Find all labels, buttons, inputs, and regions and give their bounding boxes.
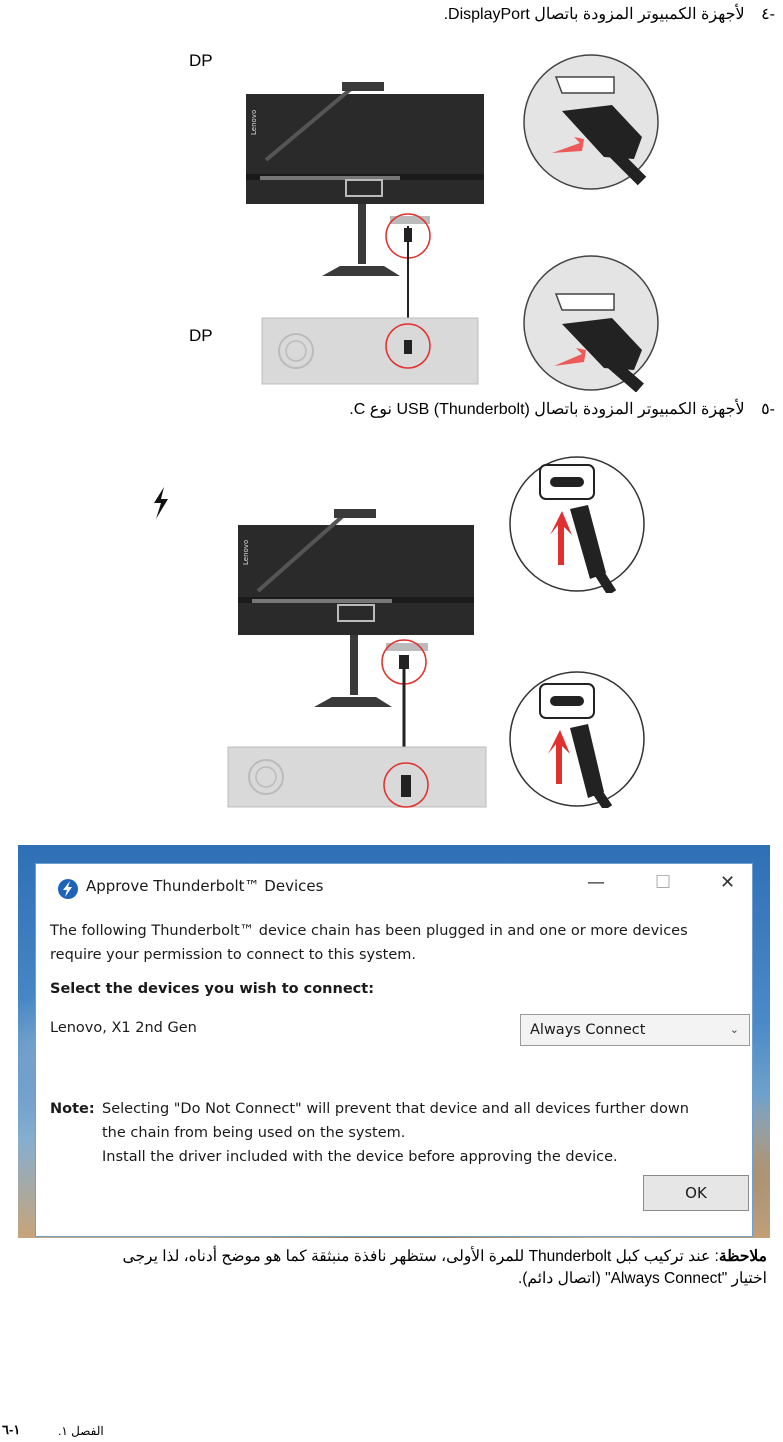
- maximize-button[interactable]: ☐: [655, 872, 672, 893]
- chevron-down-icon: ⌄: [729, 1023, 739, 1036]
- connection-select[interactable]: [520, 1014, 750, 1046]
- note-line-3: Install the driver included with the device before approving the device.: [102, 1149, 618, 1165]
- monitor-brand-text: Lenovo: [250, 109, 258, 135]
- page-number: ١-٦: [2, 1422, 21, 1437]
- computer-box: [262, 318, 478, 384]
- dialog-intro-line-2: require your permission to connect to this system.: [50, 947, 417, 963]
- thunderbolt-app-icon: [57, 878, 79, 900]
- close-button[interactable]: ✕: [720, 872, 736, 893]
- monitor-brand-text: Lenovo: [242, 539, 250, 565]
- note-label: Note:: [50, 1101, 95, 1117]
- step-4-number: -٤: [761, 6, 775, 23]
- computer-box: [228, 747, 486, 807]
- step-4-text: لأجهزة الكمبيوتر المزودة باتصال DisplayPort.: [443, 6, 745, 23]
- webcam: [334, 509, 376, 518]
- monitor-stand: [322, 266, 400, 276]
- dp-label-bottom: DP: [189, 326, 213, 345]
- thunderbolt-icon: [150, 485, 172, 521]
- note-line-1: Selecting "Do Not Connect" will prevent that device and all devices further down: [102, 1101, 689, 1117]
- approve-thunderbolt-dialog: [35, 863, 753, 1237]
- minimize-button[interactable]: —: [587, 872, 605, 893]
- monitor-stand: [314, 697, 392, 707]
- step-4-heading: [444, 4, 775, 24]
- step-5-heading: [349, 399, 775, 419]
- dialog-intro-line-1: The following Thunderbolt™ device chain has been plugged in and one or more devices: [50, 923, 688, 939]
- connection-select-value: Always Connect: [530, 1022, 646, 1038]
- note-paragraph: [12, 1246, 767, 1290]
- dp-label-top: DP: [189, 51, 213, 70]
- dp-connector-closeup-top: [522, 53, 660, 191]
- dialog-screenshot: [18, 845, 770, 1238]
- note-heading: ملاحظة: [718, 1248, 767, 1265]
- usbc-connector-closeup-top: [508, 455, 646, 593]
- monitor-dp-illustration: [230, 80, 500, 390]
- monitor-usbc-illustration: [226, 485, 496, 810]
- dp-connector-closeup-bottom: [522, 254, 660, 392]
- ok-button[interactable]: OK: [643, 1175, 749, 1211]
- device-name: Lenovo, X1 2nd Gen: [50, 1020, 197, 1036]
- step-5-text: لأجهزة الكمبيوتر المزودة باتصال USB (Thunderbolt) نوع C.: [349, 401, 745, 418]
- webcam: [342, 82, 384, 91]
- chapter-label: الفصل ١.: [58, 1424, 104, 1438]
- usbc-connector-closeup-bottom: [508, 670, 646, 808]
- note-text-line-2: اختيار "Always Connect" (اتصال دائم).: [517, 1270, 767, 1287]
- dialog-title: Approve Thunderbolt™ Devices: [86, 877, 324, 895]
- note-text-line-1: : عند تركيب كبل Thunderbolt للمرة الأولى، ستظهر نافذة منبثقة كما هو موضح أدناه، لذا يرجى: [122, 1248, 719, 1265]
- select-heading: Select the devices you wish to connect:: [50, 981, 374, 997]
- step-5-number: -٥: [761, 401, 775, 418]
- note-line-2: the chain from being used on the system.: [102, 1125, 406, 1141]
